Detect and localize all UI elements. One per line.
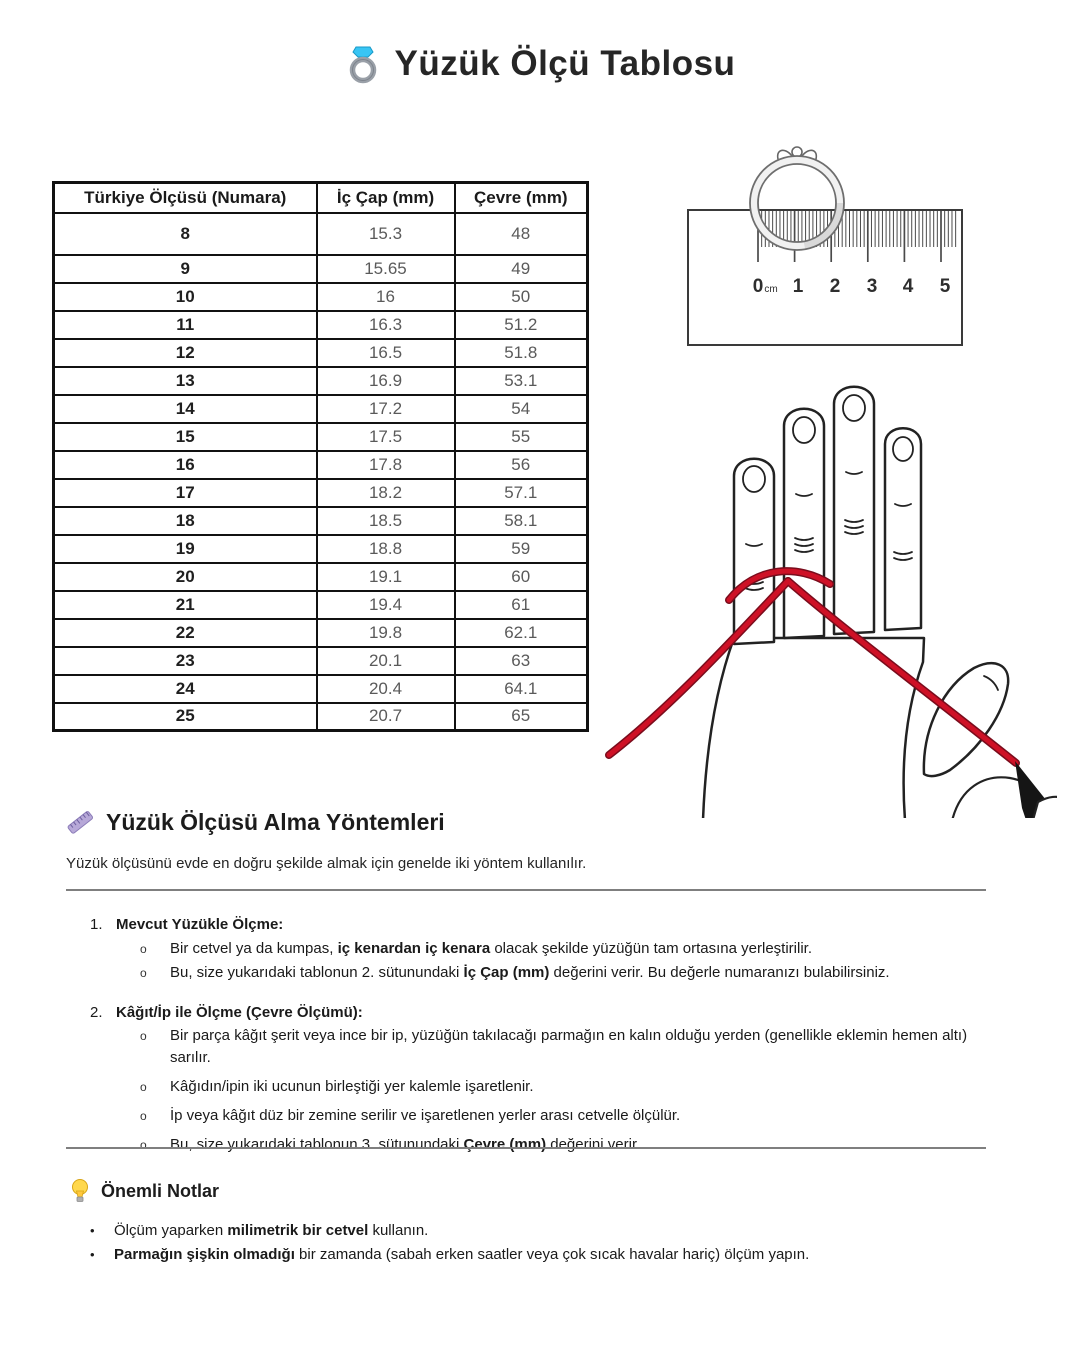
table-row <box>54 647 588 675</box>
table-row <box>54 283 588 311</box>
table-cell: 64.1 <box>455 675 588 703</box>
table-row <box>54 367 588 395</box>
table-row <box>54 535 588 563</box>
table-cell: 13 <box>54 367 317 395</box>
circle-bullet-marker: o <box>140 1080 147 1094</box>
hand-string-figure <box>602 376 1057 818</box>
circle-bullet-marker: o <box>140 942 147 956</box>
table-cell: 15 <box>54 423 317 451</box>
table-cell: 10 <box>54 283 317 311</box>
table-cell: 14 <box>54 395 317 423</box>
table-cell: 16.9 <box>317 367 455 395</box>
table-cell: 49 <box>455 255 588 283</box>
table-cell: 19.8 <box>317 619 455 647</box>
ruler-label-5: 5 <box>939 276 951 297</box>
method-bullet: o Bu, size yukarıdaki tablonun 3. sütunundaki Çevre (mm) değerini verir. <box>140 1134 986 1156</box>
methods-section-title: Yüzük Ölçüsü Alma Yöntemleri <box>106 808 445 835</box>
table-cell: 20.1 <box>317 647 455 675</box>
method-bullet: o Bir parça kâğıt şerit veya ince bir ip, yüzüğün takılacağı parmağın en kalın olduğu yerden (genellikle eklemin hemen altı) sarılır. <box>140 1027 968 1066</box>
table-cell: 62.1 <box>455 619 588 647</box>
method-item-1 <box>66 916 986 985</box>
table-header-row <box>54 183 588 213</box>
table-row <box>54 619 588 647</box>
table-cell: 9 <box>54 255 317 283</box>
table-cell: 60 <box>455 563 588 591</box>
table-row <box>54 563 588 591</box>
table-row <box>54 507 588 535</box>
table-cell: 18.5 <box>317 507 455 535</box>
col-header-size: Türkiye Ölçüsü (Numara) <box>54 183 317 213</box>
marking-hand <box>952 761 1057 818</box>
ruler-label-3: 3 <box>866 276 878 297</box>
divider <box>66 1147 986 1149</box>
ring-on-ruler-figure <box>680 140 980 355</box>
table-cell: 23 <box>54 647 317 675</box>
table-cell: 15.3 <box>317 213 455 255</box>
table-cell: 65 <box>455 703 588 731</box>
table-row <box>54 311 588 339</box>
table-cell: 19.1 <box>317 563 455 591</box>
circle-bullet-marker: o <box>140 1029 147 1043</box>
table-row <box>54 479 588 507</box>
lightbulb-icon <box>70 1178 90 1204</box>
ruler-label-0: 0 <box>752 276 764 297</box>
table-row <box>54 675 588 703</box>
method-bullet: o Kâğıdın/ipin iki ucunun birleştiği yer kalemle işaretlenir. <box>140 1076 986 1098</box>
note-bullet: • Parmağın şişkin olmadığı bir zamanda (sabah erken saatler veya çok sıcak havalar hariç) ölçüm yapın. <box>90 1243 970 1267</box>
table-cell: 19 <box>54 535 317 563</box>
table-row <box>54 703 588 731</box>
table-row <box>54 255 588 283</box>
table-cell: 61 <box>455 591 588 619</box>
notes-list <box>90 1219 970 1267</box>
ring-icon <box>345 44 381 84</box>
methods-list <box>66 916 986 1163</box>
item-number: 2. <box>90 1004 103 1021</box>
circle-bullet-marker: o <box>140 1138 147 1152</box>
table-cell: 18.8 <box>317 535 455 563</box>
table-cell: 11 <box>54 311 317 339</box>
table-cell: 22 <box>54 619 317 647</box>
doc-header <box>0 44 1080 84</box>
size-table-body <box>54 213 588 731</box>
notes-section-title: Önemli Notlar <box>101 1180 220 1201</box>
ruler-icon <box>66 808 94 836</box>
table-cell: 50 <box>455 283 588 311</box>
table-cell: 16.5 <box>317 339 455 367</box>
circle-bullet-marker: o <box>140 1109 147 1123</box>
table-cell: 17.8 <box>317 451 455 479</box>
table-cell: 17.5 <box>317 423 455 451</box>
table-row <box>54 591 588 619</box>
table-row <box>54 339 588 367</box>
table-cell: 21 <box>54 591 317 619</box>
divider <box>66 889 986 891</box>
table-cell: 18 <box>54 507 317 535</box>
method-bullet: o Bir cetvel ya da kumpas, iç kenardan iç kenara olacak şekilde yüzüğün tam ortasına yerleştirilir. <box>140 937 986 961</box>
ruler-label-1: 1 <box>792 276 804 297</box>
ruler-label-2: 2 <box>829 276 841 297</box>
table-cell: 63 <box>455 647 588 675</box>
disc-bullet-marker: • <box>90 1223 95 1238</box>
table-cell: 53.1 <box>455 367 588 395</box>
table-cell: 17 <box>54 479 317 507</box>
table-cell: 20.7 <box>317 703 455 731</box>
table-row <box>54 423 588 451</box>
table-cell: 17.2 <box>317 395 455 423</box>
table-row <box>54 213 588 255</box>
ruler-label-4: 4 <box>902 276 914 297</box>
table-cell: 16 <box>54 451 317 479</box>
table-cell: 16 <box>317 283 455 311</box>
table-cell: 15.65 <box>317 255 455 283</box>
ruler-unit-label: cm <box>764 284 778 295</box>
method-bullet: o Bu, size yukarıdaki tablonun 2. sütunundaki İç Çap (mm) değerini verir. Bu değerle numaranızı bulabilirsiniz. <box>140 961 986 985</box>
table-cell: 48 <box>455 213 588 255</box>
note-bullet: • Ölçüm yaparken milimetrik bir cetvel kullanın. <box>90 1219 970 1243</box>
notes-section-header <box>70 1178 219 1204</box>
method-item-2 <box>66 1004 986 1156</box>
table-cell: 24 <box>54 675 317 703</box>
table-cell: 16.3 <box>317 311 455 339</box>
table-cell: 59 <box>455 535 588 563</box>
table-cell: 25 <box>54 703 317 731</box>
item-number: 1. <box>90 916 103 933</box>
table-cell: 54 <box>455 395 588 423</box>
col-header-circumference: Çevre (mm) <box>455 183 588 213</box>
table-row <box>54 395 588 423</box>
table-cell: 20 <box>54 563 317 591</box>
table-cell: 57.1 <box>455 479 588 507</box>
page-title: Yüzük Ölçü Tablosu <box>394 44 736 83</box>
ring-size-table <box>52 181 589 732</box>
table-cell: 18.2 <box>317 479 455 507</box>
table-cell: 8 <box>54 213 317 255</box>
table-cell: 51.8 <box>455 339 588 367</box>
circle-bullet-marker: o <box>140 966 147 980</box>
table-cell: 51.2 <box>455 311 588 339</box>
table-row <box>54 451 588 479</box>
item-title: Kâğıt/İp ile Ölçme (Çevre Ölçümü): <box>116 1004 363 1021</box>
table-cell: 19.4 <box>317 591 455 619</box>
col-header-diameter: İç Çap (mm) <box>317 183 455 213</box>
table-cell: 55 <box>455 423 588 451</box>
methods-section-header <box>66 808 445 836</box>
item-title: Mevcut Yüzükle Ölçme: <box>116 916 284 933</box>
method-bullet: o İp veya kâğıt düz bir zemine serilir ve işaretlenen yerler arası cetvelle ölçülür. <box>140 1105 986 1127</box>
disc-bullet-marker: • <box>90 1247 95 1262</box>
table-cell: 56 <box>455 451 588 479</box>
table-cell: 20.4 <box>317 675 455 703</box>
table-cell: 12 <box>54 339 317 367</box>
table-cell: 58.1 <box>455 507 588 535</box>
methods-intro: Yüzük ölçüsünü evde en doğru şekilde almak için genelde iki yöntem kullanılır. <box>66 855 587 872</box>
